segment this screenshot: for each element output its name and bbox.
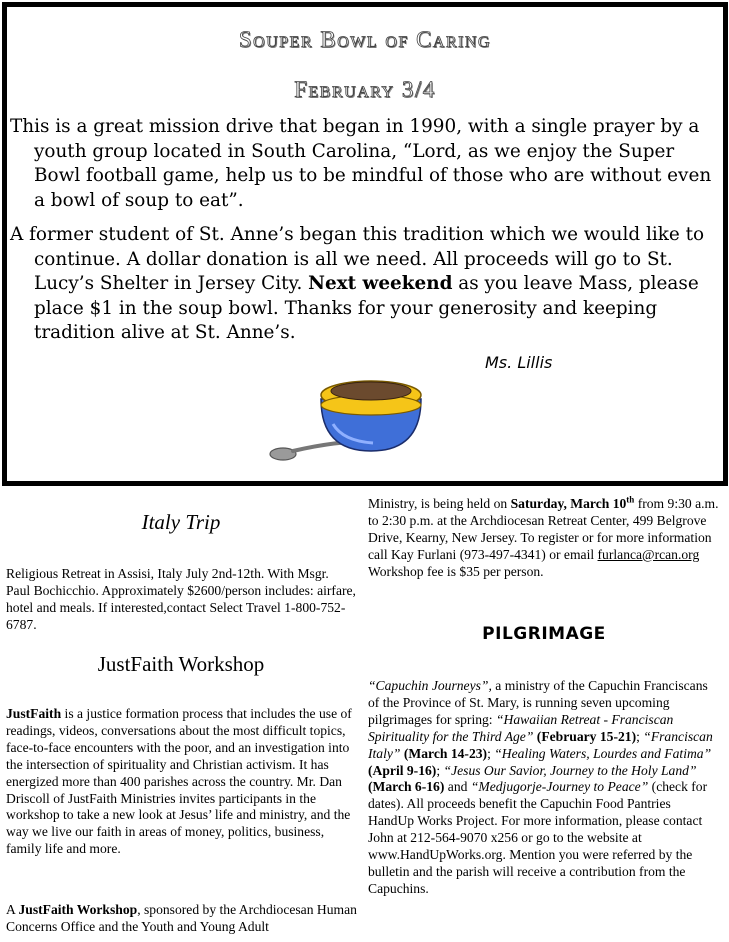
pilgrimage-body [368, 678, 720, 898]
justfaith-body-2-text: , sponsored by the Archdiocesan Human Concerns Office and the Youth and Young Adult [6, 902, 357, 934]
justfaith-cont-text: Ministry, is being held on [368, 496, 511, 511]
trip-hawaiian: “Hawaiian Retreat - Franciscan Spirituality for the Third Age” [368, 711, 674, 744]
trip-holy-land-dates: (March 6-16) [368, 779, 445, 795]
trip-healing-waters: “Healing Waters, Lourdes and Fatima” [494, 745, 712, 761]
trip-italy-dates: (March 14-23) [400, 745, 488, 761]
trip-italy: “Franciscan Italy” [368, 728, 713, 761]
italy-trip-body: Religious Retreat in Assisi, Italy July 2nd-12th. With Msgr. Paul Bochicchio. Approximately $2600/person includes: airfare, hotel and meals. If interested,contact Select Travel 1-800-752-6787. [6, 566, 356, 632]
souper-title: Souper Bowl of Caring [238, 27, 492, 52]
justfaith-name: JustFaith [6, 706, 62, 721]
signature: Ms. Lillis [485, 353, 553, 372]
separator: ; [487, 745, 495, 761]
separator: and [444, 779, 471, 795]
justfaith-body-2 [6, 902, 362, 936]
souper-para2-text-end: as you leave Mass, please place $1 in the soup bowl. Thanks for your generosity and keeping tradition alive at St. Anne’s. [34, 273, 699, 343]
trip-hawaiian-dates: (February 15-21) [533, 728, 637, 744]
trip-medjugorje: “Medjugorje-Journey to Peace” [470, 779, 649, 795]
justfaith-heading: JustFaith Workshop [97, 652, 265, 676]
justfaith-workshop-name: JustFaith Workshop [18, 902, 138, 917]
pilgrimage-heading: PILGRIMAGE [482, 624, 606, 644]
capuchin-journeys-title: “Capuchin Journeys”, [368, 678, 492, 693]
email-link[interactable]: furlanca@rcan.org [597, 546, 700, 562]
justfaith-body-1-text: is a justice formation process that includes the use of readings, videos, conversations about the most difficult topics, face-to-face encounters with the poor, and an investigation into the intersection of spirituality and Christian activism. It has energized more than 400 parishes across the country. Mr. Dan Driscoll of JustFaith Ministries invites participants in the workshop to take a new look at Jesus’ life and ministry, and the way we live our faith in areas of money, politics, business, family life and more. [6, 706, 352, 857]
pilgrimage-details: (check for dates). All proceeds benefit the Capuchin Food Pantries HandUp Works Project. For more information, please contact John at 212-564-9070 x256 or go to the website at www.HandUpWorks.org. Mention you were referred by the bulletin and the parish will receive a contribution from the Capuchins. [368, 779, 708, 896]
separator: ; [436, 762, 444, 778]
date-ordinal: th [626, 494, 635, 505]
trip-healing-waters-dates: (April 9-16) [368, 762, 437, 778]
pilgrimage-intro: a ministry of the Capuchin Franciscans of the Province of St. Mary, is running seven upcoming pilgrimages for spring: [368, 678, 708, 727]
italy-trip-heading: Italy Trip [141, 510, 221, 534]
souper-date: February 3/4 [294, 77, 436, 102]
souper-para2-text: A former student of St. Anne’s began this tradition which we would like to continue. A dollar donation is all we need. All proceeds will go to St. Lucy’s Shelter in Jersey City. [10, 224, 705, 294]
workshop-date [511, 496, 635, 511]
separator: ; [636, 728, 644, 744]
justfaith-cont-details: from 9:30 a.m. to 2:30 p.m. at the Archdiocesan Retreat Center, 499 Belgrove Drive, Kearny, New Jersey. To register or for more information call Kay Furlani (973-497-4341) or email [368, 496, 719, 562]
souper-paragraph-1: This is a great mission drive that began in 1990, with a single prayer by a youth group located in South Carolina, “Lord, as we enjoy the Super Bowl football game, help us to be mindful of those who are without even a bowl of soup to eat”. [10, 116, 712, 211]
justfaith-continued [368, 496, 720, 581]
souper-bowl-article [2, 2, 728, 486]
trip-holy-land: “Jesus Our Savior, Journey to the Holy Land” [443, 762, 697, 778]
soup-bowl-icon [263, 369, 423, 469]
justfaith-body-1 [6, 706, 356, 858]
next-weekend-emphasis: Next weekend [308, 273, 453, 294]
workshop-date-text: Saturday, March 10 [510, 496, 627, 511]
justfaith-body-2-start: A [6, 902, 19, 917]
souper-paragraph-2 [10, 223, 716, 346]
workshop-fee: Workshop fee is $35 per person. [368, 563, 544, 579]
